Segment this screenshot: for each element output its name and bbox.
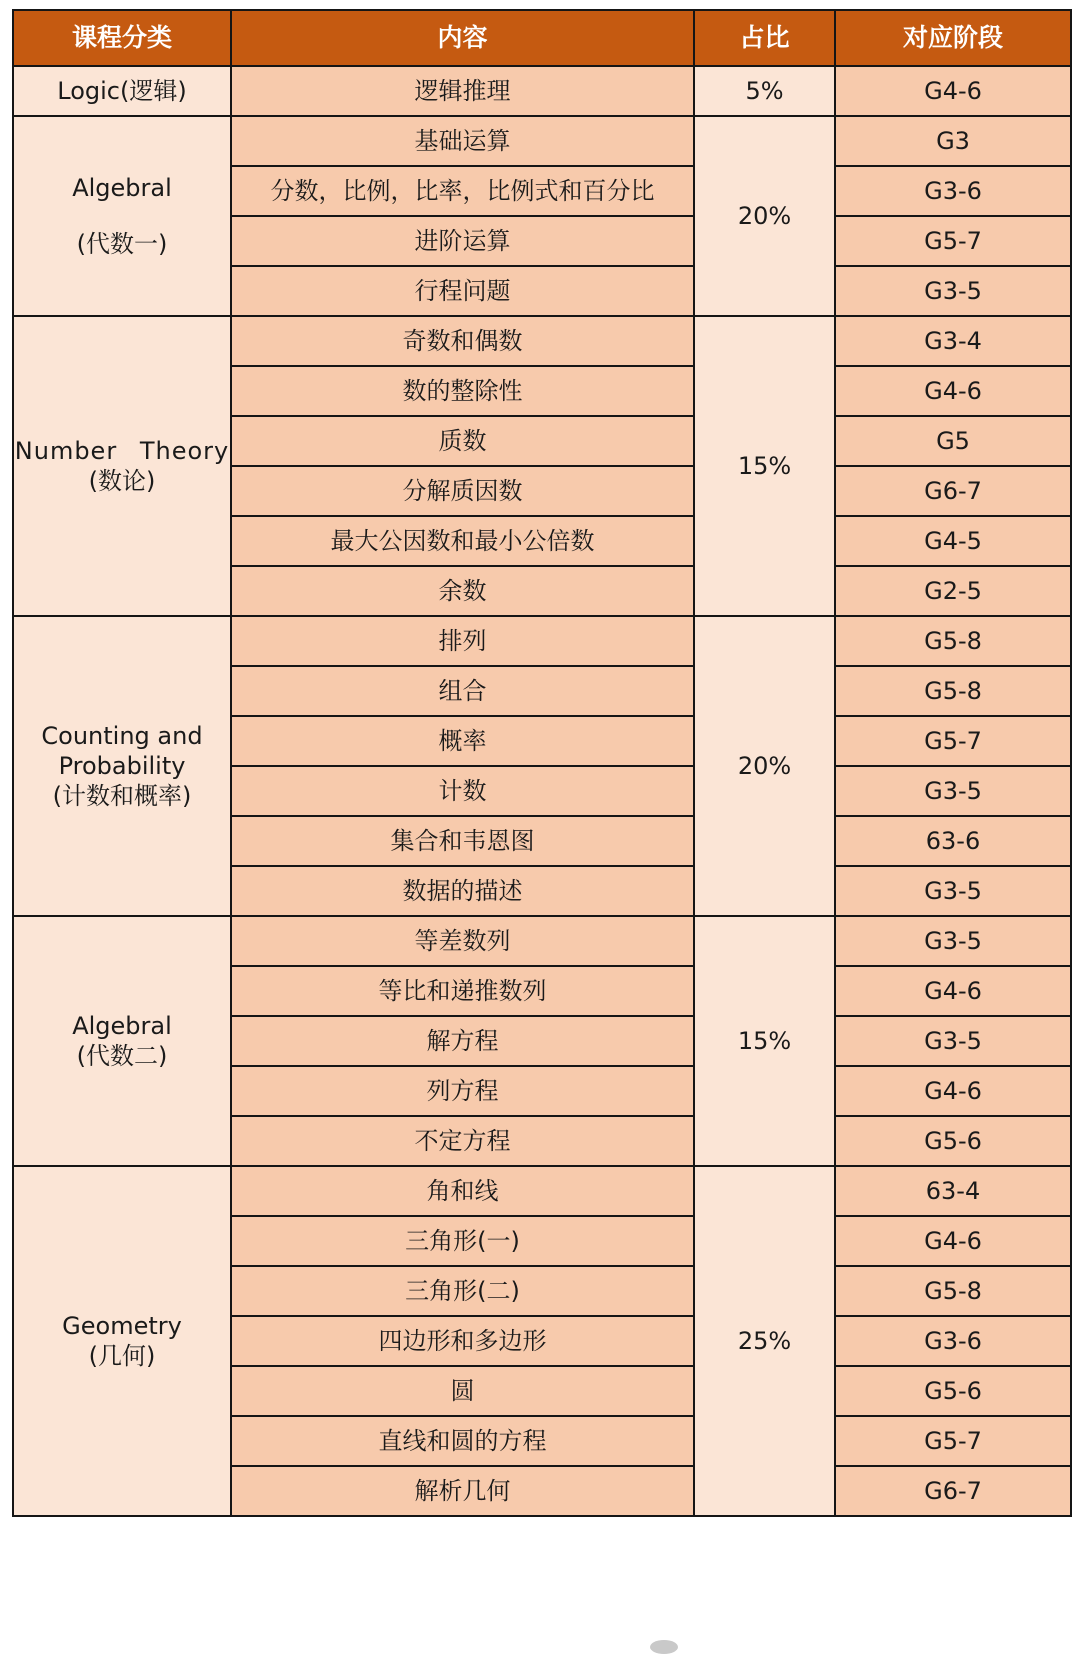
content-cell: 奇数和偶数 — [231, 316, 694, 366]
content-cell: 三角形(一) — [231, 1216, 694, 1266]
category-label: (几何) — [88, 1342, 156, 1370]
table-row — [13, 316, 1071, 366]
curriculum-table — [12, 9, 1072, 1517]
category-label: Probability — [58, 752, 186, 780]
stage-cell: G5-6 — [835, 1366, 1071, 1416]
stage-cell: 63-4 — [835, 1166, 1071, 1216]
content-cell: 分解质因数 — [231, 466, 694, 516]
table-row — [13, 66, 1071, 116]
content-cell: 角和线 — [231, 1166, 694, 1216]
category-label: Number Theory — [14, 437, 230, 465]
stage-cell: G5-8 — [835, 666, 1071, 716]
percent-cell: 20% — [694, 116, 835, 316]
stage-cell: 63-6 — [835, 816, 1071, 866]
stage-cell: G4-6 — [835, 1066, 1071, 1116]
stage-cell: G5-6 — [835, 1116, 1071, 1166]
content-cell: 最大公因数和最小公倍数 — [231, 516, 694, 566]
percent-cell: 15% — [694, 916, 835, 1166]
percent-cell: 20% — [694, 616, 835, 916]
content-cell: 余数 — [231, 566, 694, 616]
category-cell — [13, 316, 231, 616]
category-cell — [13, 66, 231, 116]
stage-cell: G5-7 — [835, 716, 1071, 766]
category-cell — [13, 1166, 231, 1516]
category-spacer — [14, 203, 230, 229]
stage-cell: G3 — [835, 116, 1071, 166]
table-row — [13, 1166, 1071, 1216]
category-label: Counting and — [41, 722, 203, 750]
stage-cell: G5-7 — [835, 216, 1071, 266]
percent-cell: 15% — [694, 316, 835, 616]
content-cell: 逻辑推理 — [231, 66, 694, 116]
table-row — [13, 916, 1071, 966]
table-row — [13, 616, 1071, 666]
percent-cell: 25% — [694, 1166, 835, 1516]
content-cell: 进阶运算 — [231, 216, 694, 266]
category-label: Logic(逻辑) — [57, 77, 187, 105]
stage-cell: G6-7 — [835, 466, 1071, 516]
stage-cell: G3-5 — [835, 866, 1071, 916]
category-label: (代数一) — [76, 230, 168, 258]
stage-cell: G2-5 — [835, 566, 1071, 616]
content-cell: 解方程 — [231, 1016, 694, 1066]
table-row — [13, 116, 1071, 166]
content-cell: 等比和递推数列 — [231, 966, 694, 1016]
content-cell: 排列 — [231, 616, 694, 666]
content-cell: 分数，比例，比率，比例式和百分比 — [231, 166, 694, 216]
category-cell — [13, 116, 231, 316]
category-label: (代数二) — [76, 1042, 168, 1070]
category-label: Algebral — [72, 174, 172, 202]
stage-cell: G3-4 — [835, 316, 1071, 366]
content-cell: 组合 — [231, 666, 694, 716]
header-row — [13, 10, 1071, 66]
category-cell — [13, 916, 231, 1166]
content-cell: 四边形和多边形 — [231, 1316, 694, 1366]
header-content: 内容 — [231, 10, 694, 66]
header-stage: 对应阶段 — [835, 10, 1071, 66]
stage-cell: G3-6 — [835, 166, 1071, 216]
stage-cell: G4-6 — [835, 966, 1071, 1016]
category-label: Algebral — [72, 1012, 172, 1040]
content-cell: 数的整除性 — [231, 366, 694, 416]
content-cell: 集合和韦恩图 — [231, 816, 694, 866]
watermark-mark — [650, 1640, 678, 1654]
stage-cell: G4-5 — [835, 516, 1071, 566]
content-cell: 列方程 — [231, 1066, 694, 1116]
content-cell: 直线和圆的方程 — [231, 1416, 694, 1466]
stage-cell: G5-7 — [835, 1416, 1071, 1466]
stage-cell: G5-8 — [835, 1266, 1071, 1316]
percent-cell: 5% — [694, 66, 835, 116]
stage-cell: G6-7 — [835, 1466, 1071, 1516]
stage-cell: G4-6 — [835, 1216, 1071, 1266]
category-label: (计数和概率) — [52, 782, 192, 810]
table-body — [13, 66, 1071, 1516]
content-cell: 等差数列 — [231, 916, 694, 966]
content-cell: 质数 — [231, 416, 694, 466]
stage-cell: G5-8 — [835, 616, 1071, 666]
content-cell: 圆 — [231, 1366, 694, 1416]
stage-cell: G3-6 — [835, 1316, 1071, 1366]
header-category: 课程分类 — [13, 10, 231, 66]
category-cell — [13, 616, 231, 916]
content-cell: 概率 — [231, 716, 694, 766]
stage-cell: G3-5 — [835, 266, 1071, 316]
stage-cell: G3-5 — [835, 916, 1071, 966]
content-cell: 行程问题 — [231, 266, 694, 316]
content-cell: 不定方程 — [231, 1116, 694, 1166]
content-cell: 计数 — [231, 766, 694, 816]
category-label: Geometry — [62, 1312, 182, 1340]
stage-cell: G3-5 — [835, 766, 1071, 816]
stage-cell: G3-5 — [835, 1016, 1071, 1066]
content-cell: 三角形(二) — [231, 1266, 694, 1316]
content-cell: 数据的描述 — [231, 866, 694, 916]
content-cell: 基础运算 — [231, 116, 694, 166]
stage-cell: G5 — [835, 416, 1071, 466]
category-label: (数论) — [88, 467, 156, 495]
stage-cell: G4-6 — [835, 366, 1071, 416]
header-percent: 占比 — [694, 10, 835, 66]
stage-cell: G4-6 — [835, 66, 1071, 116]
content-cell: 解析几何 — [231, 1466, 694, 1516]
